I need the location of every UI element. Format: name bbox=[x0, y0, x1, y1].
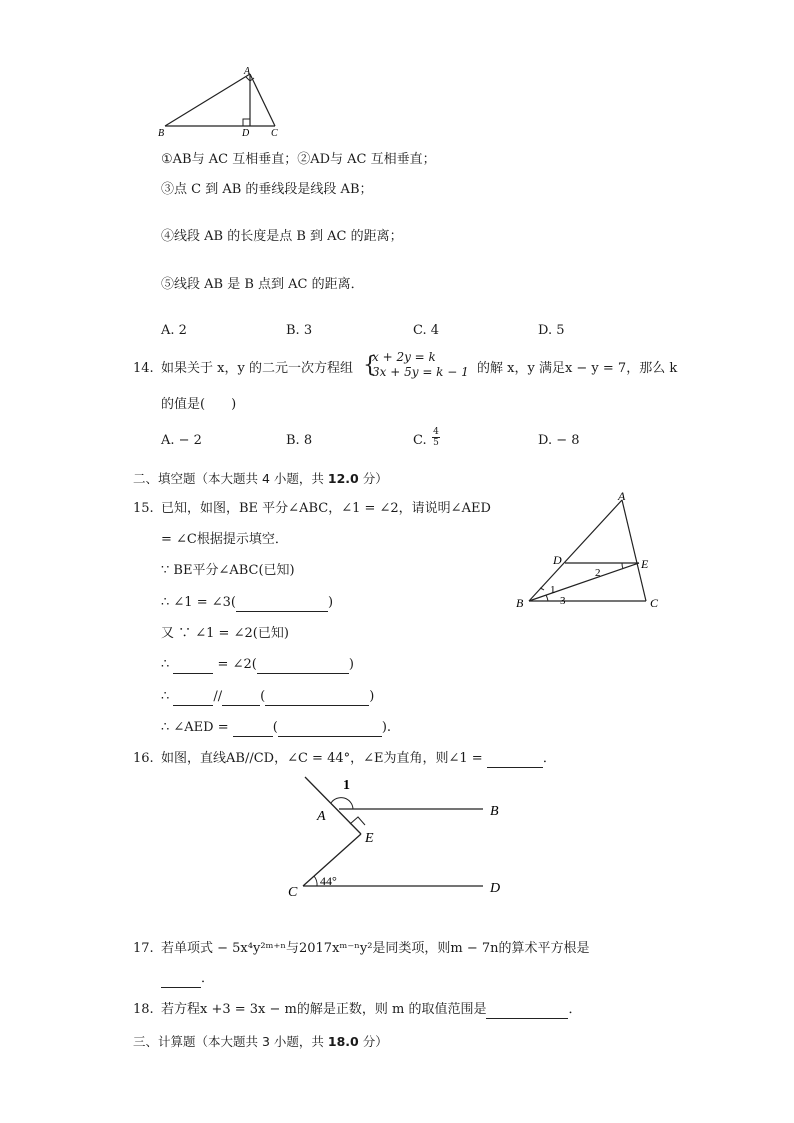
q16-label-D: D bbox=[490, 881, 501, 896]
q15-line1: 已知，如图，BE 平分∠ABC，∠1 = ∠2，请说明∠AED bbox=[161, 501, 491, 516]
q15-blank-4[interactable] bbox=[173, 691, 213, 706]
fraction-numerator: 4 bbox=[433, 427, 439, 437]
q17-number: 17. bbox=[133, 941, 154, 956]
q15-line5: 又 ∵ ∠1 = ∠2(已知) bbox=[161, 626, 289, 641]
fraction-denominator: 5 bbox=[433, 438, 439, 448]
q15-line7-parallel: // bbox=[213, 689, 223, 704]
q17-answer-line bbox=[161, 970, 214, 988]
q15-line3: ∵ BE平分∠ABC(已知) bbox=[161, 563, 295, 578]
q13-option-d: D. 5 bbox=[538, 323, 565, 338]
q15-triangle-figure bbox=[510, 488, 670, 616]
q15-line4-text: ∴ ∠1 = ∠3( bbox=[161, 595, 236, 610]
q16-label-B: B bbox=[490, 804, 499, 819]
q16-label-E: E bbox=[365, 831, 374, 846]
q14-option-b: B. 8 bbox=[286, 433, 313, 448]
q15-line8-paren: ( bbox=[272, 720, 278, 735]
q15-line6-mid: = ∠2( bbox=[213, 657, 257, 672]
q15-angle-2: 2 bbox=[595, 567, 601, 579]
q15-blank-8[interactable] bbox=[278, 722, 382, 737]
q15-number: 15. bbox=[133, 501, 154, 516]
q16-angle-1-label: 1 bbox=[343, 778, 350, 793]
q15-label-C: C bbox=[650, 596, 659, 610]
q14-option-c-fraction bbox=[432, 427, 440, 448]
q14-eq1: x + 2y = k bbox=[372, 350, 436, 364]
section-2-heading bbox=[133, 469, 388, 487]
q13-label-C: C bbox=[271, 128, 278, 138]
q18-answer-blank[interactable] bbox=[486, 1004, 568, 1019]
q18-number: 18. bbox=[133, 1002, 154, 1017]
q15-line4 bbox=[161, 594, 333, 612]
section-2-suffix: 分） bbox=[358, 471, 388, 486]
q15-line7 bbox=[161, 688, 374, 706]
q13-option-c: C. 4 bbox=[413, 323, 440, 338]
q13-label-D: D bbox=[242, 128, 250, 138]
q13-statement-1: ①AB与 AC 互相垂直；②AD与 AC 互相垂直； bbox=[161, 152, 436, 167]
q13-option-b: B. 3 bbox=[286, 323, 313, 338]
q13-label-A: A bbox=[244, 66, 251, 77]
section-3-heading bbox=[133, 1032, 388, 1050]
q18-stem-text: 若方程x +3 = 3x − m的解是正数，则 m 的取值范围是 bbox=[161, 1002, 487, 1017]
q13-label-B: B bbox=[158, 128, 165, 138]
section-3-prefix: 三、计算题（本大题共 3 小题，共 bbox=[133, 1034, 328, 1049]
q15-line7-prefix: ∴ bbox=[161, 689, 174, 704]
q14-stem-pre: 如果关于 x，y 的二元一次方程组 bbox=[161, 361, 353, 376]
q17-answer-blank[interactable] bbox=[161, 973, 201, 988]
q16-stem-text: 如图，直线AB//CD，∠C = 44°，∠E为直角，则∠1 = bbox=[161, 751, 487, 766]
q15-line7-paren: ( bbox=[260, 689, 266, 704]
section-2-score: 12.0 bbox=[327, 471, 359, 486]
q15-line8 bbox=[161, 719, 391, 737]
q15-label-B: B bbox=[516, 596, 524, 610]
q15-close-3: ) bbox=[369, 689, 375, 704]
q13-option-a: A. 2 bbox=[161, 323, 187, 338]
q14-stem-line2: 的值是( ) bbox=[161, 397, 237, 412]
q16-label-C: C bbox=[288, 885, 298, 900]
q15-close-2: ) bbox=[348, 657, 354, 672]
q15-line2: = ∠C根据提示填空． bbox=[161, 532, 288, 547]
q13-statement-4: ⑤线段 AB 是 B 点到 AC 的距离． bbox=[161, 277, 364, 292]
q15-blank-2[interactable] bbox=[173, 659, 213, 674]
q15-blank-5[interactable] bbox=[222, 691, 260, 706]
q18-end: ． bbox=[568, 1002, 582, 1017]
q15-blank-1[interactable] bbox=[236, 597, 328, 612]
q15-line6 bbox=[161, 656, 354, 674]
q15-line8-prefix: ∴ ∠AED = bbox=[161, 720, 233, 735]
q14-eq2: 3x + 5y = k − 1 bbox=[372, 365, 469, 379]
q15-angle-3: 3 bbox=[560, 595, 566, 607]
q13-statement-3: ④线段 AB 的长度是点 B 到 AC 的距离； bbox=[161, 229, 403, 244]
q16-answer-blank[interactable] bbox=[487, 753, 543, 768]
section-3-suffix: 分） bbox=[358, 1034, 388, 1049]
q17-stem: 若单项式 − 5x⁴y²ᵐ⁺ⁿ与2017xᵐ⁻ⁿy²是同类项，则m − 7n的算术平方根是 bbox=[161, 941, 590, 956]
q15-blank-3[interactable] bbox=[257, 659, 349, 674]
q15-angle-1: 1 bbox=[550, 584, 556, 596]
q15-line6-prefix: ∴ bbox=[161, 657, 174, 672]
q16-parallel-lines-figure bbox=[283, 772, 513, 900]
q14-stem-post: 的解 x，y 满足x − y = 7，那么 k bbox=[477, 361, 678, 376]
q16-end: ． bbox=[542, 751, 556, 766]
q15-label-D: D bbox=[553, 553, 562, 567]
q15-blank-6[interactable] bbox=[265, 691, 369, 706]
q15-close-4: ). bbox=[381, 720, 392, 735]
q14-option-c: C. bbox=[413, 433, 427, 448]
q14-option-a: A. − 2 bbox=[161, 433, 202, 448]
q16-angle-44-label: 44° bbox=[320, 874, 337, 888]
q13-triangle-figure bbox=[155, 66, 285, 138]
q16-label-A: A bbox=[317, 809, 326, 824]
q14-option-d: D. − 8 bbox=[538, 433, 580, 448]
q15-close-1: ) bbox=[327, 595, 334, 610]
q15-label-E: E bbox=[641, 557, 649, 571]
q18-stem bbox=[161, 1001, 581, 1019]
q13-statement-2: ③点 C 到 AB 的垂线段是线段 AB； bbox=[161, 182, 373, 197]
q15-label-A: A bbox=[618, 489, 626, 503]
q16-stem bbox=[161, 750, 556, 768]
section-2-prefix: 二、填空题（本大题共 4 小题，共 bbox=[133, 471, 328, 486]
q17-end: ． bbox=[201, 971, 215, 986]
section-3-score: 18.0 bbox=[327, 1034, 359, 1049]
q16-number: 16. bbox=[133, 751, 154, 766]
q15-blank-7[interactable] bbox=[233, 722, 273, 737]
q14-number: 14. bbox=[133, 361, 154, 376]
q14-brace: { bbox=[363, 353, 377, 378]
